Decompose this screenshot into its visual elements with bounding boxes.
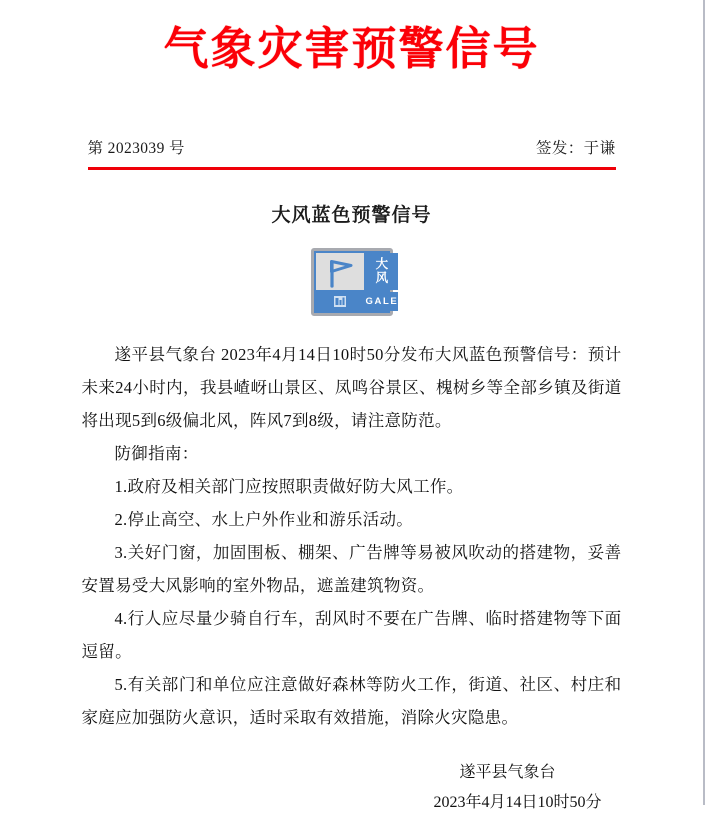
document-meta-row [88,76,616,158]
guide-heading: 防御指南： [114,444,199,463]
document-number: 第 2023039 号 [87,140,185,157]
guide-item-3: 3.关好门窗，加固围板、棚架、广告牌等易被风吹动的搭建物，妥善安置易受大风影响的室外物品，遮盖建筑物资。 [81,543,622,595]
warning-subtitle: 大风蓝色预警信号 [271,205,432,226]
gale-blue-warning-icon [311,248,399,316]
gale-icon-char-1: 大 [375,257,389,272]
guide-item-5: 5.有关部门和单位应注意做好森林等防火工作，街道、社区、村庄和家庭应加强防火意识，适时采取有效措施，消除火灾隐患。 [81,675,622,727]
guide-item-4: 4.行人应尽量少骑自行车，刮风时不要在广告牌、临时搭建物等下面逗留。 [81,609,622,661]
signature-datetime: 2023年4月14日10时50分 [433,794,602,811]
guide-item-1: 1.政府及相关部门应按照职责做好防大风工作。 [114,477,464,496]
page-title: 气象灾害预警信号 [163,24,540,74]
wind-flag-icon [316,253,364,290]
agency-logo-icon [316,292,364,311]
gale-icon-char-2: 风 [375,270,389,285]
document-issuer: 签发：于谦 [535,140,616,157]
guide-item-2: 2.停止高空、水上户外作业和游乐活动。 [114,510,414,529]
signature-organization: 遂平县气象台 [459,764,556,781]
document-body [82,316,622,734]
gale-icon-english-label: GALE [366,292,399,311]
warning-icon-container [0,227,703,316]
gale-icon-chinese-label [366,253,399,290]
signature-block [82,734,622,818]
main-paragraph: 遂平县气象台 2023年4月14日10时50分发布大风蓝色预警信号：预计未来24小时内，我县嵖岈山景区、凤鸣谷景区、槐树乡等全部乡镇及街道将出现5到6级偏北风，阵风7到8级，请注意防范。 [81,345,622,430]
